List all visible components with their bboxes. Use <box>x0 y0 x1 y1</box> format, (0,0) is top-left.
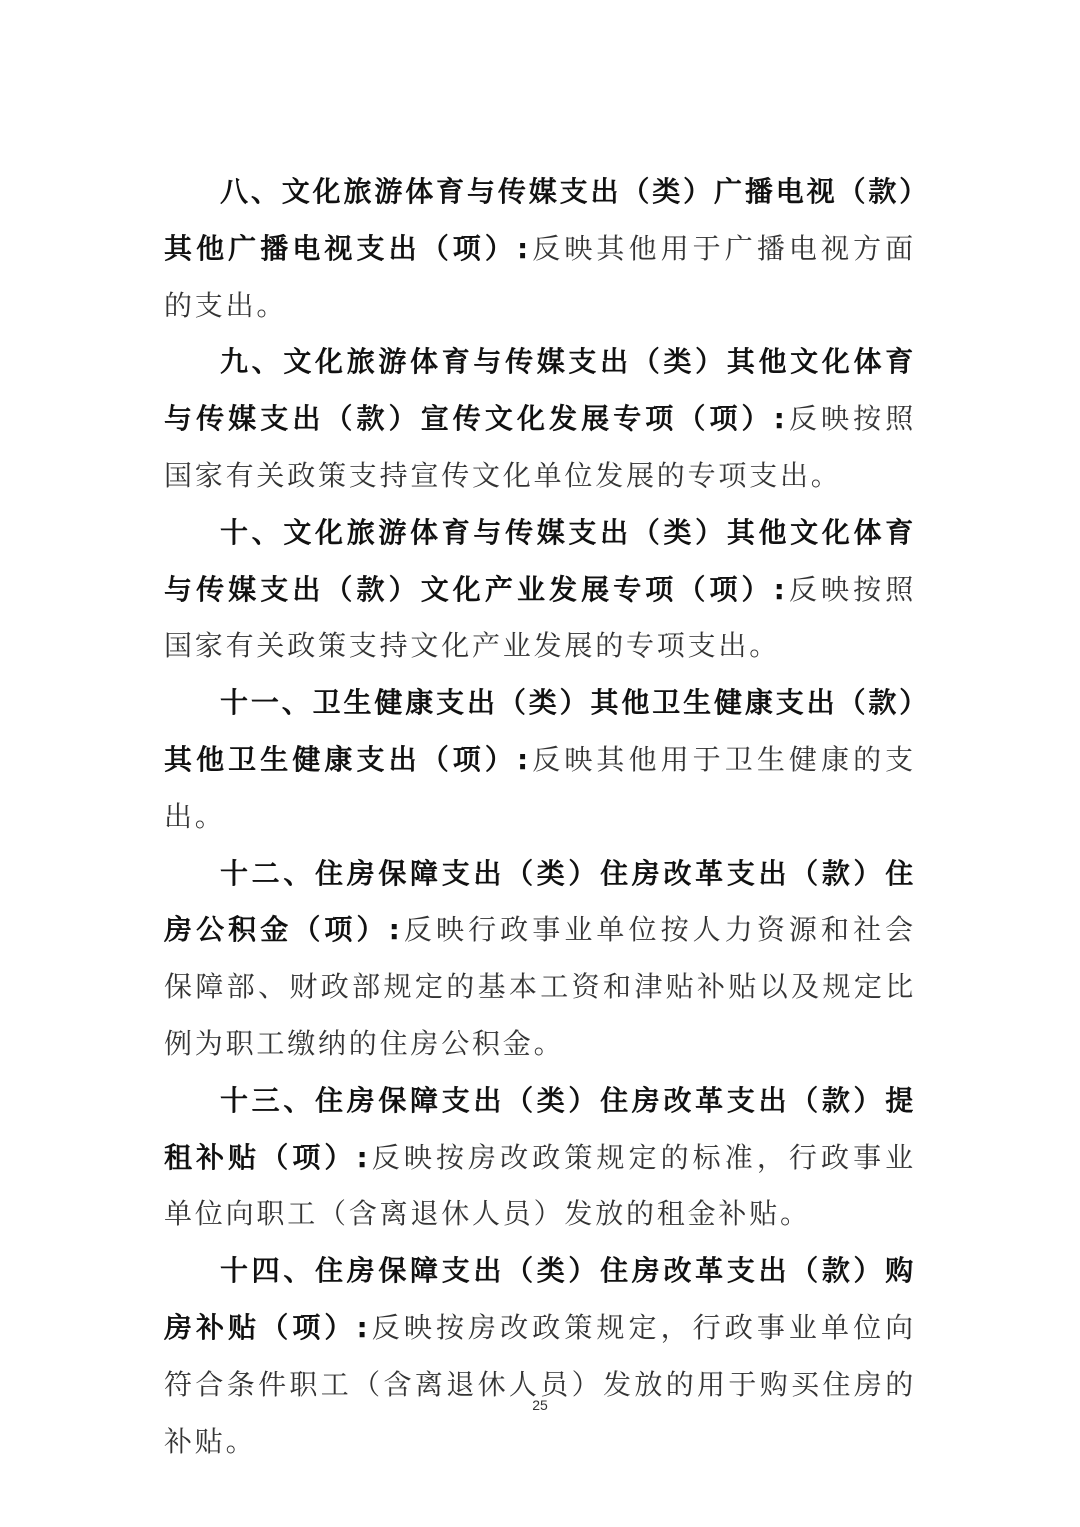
paragraph-body: 反映按照国家有关政策支持宣传文化单位发展的专项支出。 <box>164 402 917 492</box>
paragraph-body: 反映按照国家有关政策支持文化产业发展的专项支出。 <box>164 572 917 663</box>
paragraph-body: 反映其他用于广播电视方面的支出。 <box>164 231 916 322</box>
paragraph-item-9 <box>164 334 916 504</box>
paragraph-heading: 十四、住房保障支出（类）住房改革支出（款）购房补贴（项）: <box>164 1254 916 1344</box>
document-body <box>164 164 916 1470</box>
paragraph-heading: 十二、住房保障支出（类）住房改革支出（款）住房公积金（项）: <box>164 856 916 947</box>
paragraph-body: 反映行政事业单位按人力资源和社会保障部、财政部规定的基本工资和津贴补贴以及规定比例为职工缴纳的住房公积金。 <box>164 913 916 1060</box>
paragraph-body: 反映按房改政策规定，行政事业单位向符合条件职工（含离退休人员）发放的用于购买住房的补贴。 <box>164 1310 916 1458</box>
paragraph-item-8 <box>164 164 916 334</box>
paragraph-item-10 <box>164 505 916 675</box>
paragraph-item-11 <box>164 675 916 845</box>
page-number: 25 <box>532 1397 548 1413</box>
paragraph-heading: 十、文化旅游体育与传媒支出（类）其他文化体育与传媒支出（款）文化产业发展专项（项）: <box>164 515 916 606</box>
paragraph-heading: 十三、住房保障支出（类）住房改革支出（款）提租补贴（项）: <box>164 1083 916 1174</box>
paragraph-item-12 <box>164 846 916 1073</box>
paragraph-heading: 九、文化旅游体育与传媒支出（类）其他文化体育与传媒支出（款）宣传文化发展专项（项）: <box>164 345 916 436</box>
paragraph-heading: 十一、卫生健康支出（类）其他卫生健康支出（款）其他卫生健康支出（项）: <box>164 686 916 776</box>
paragraph-item-13 <box>164 1073 916 1243</box>
paragraph-body: 反映其他用于卫生健康的支出。 <box>164 742 916 833</box>
paragraph-body: 反映按房改政策规定的标准，行政事业单位向职工（含离退休人员）发放的租金补贴。 <box>164 1140 916 1231</box>
paragraph-heading: 八、文化旅游体育与传媒支出（类）广播电视（款）其他广播电视支出（项）: <box>164 175 916 265</box>
paragraph-item-14 <box>164 1243 916 1470</box>
